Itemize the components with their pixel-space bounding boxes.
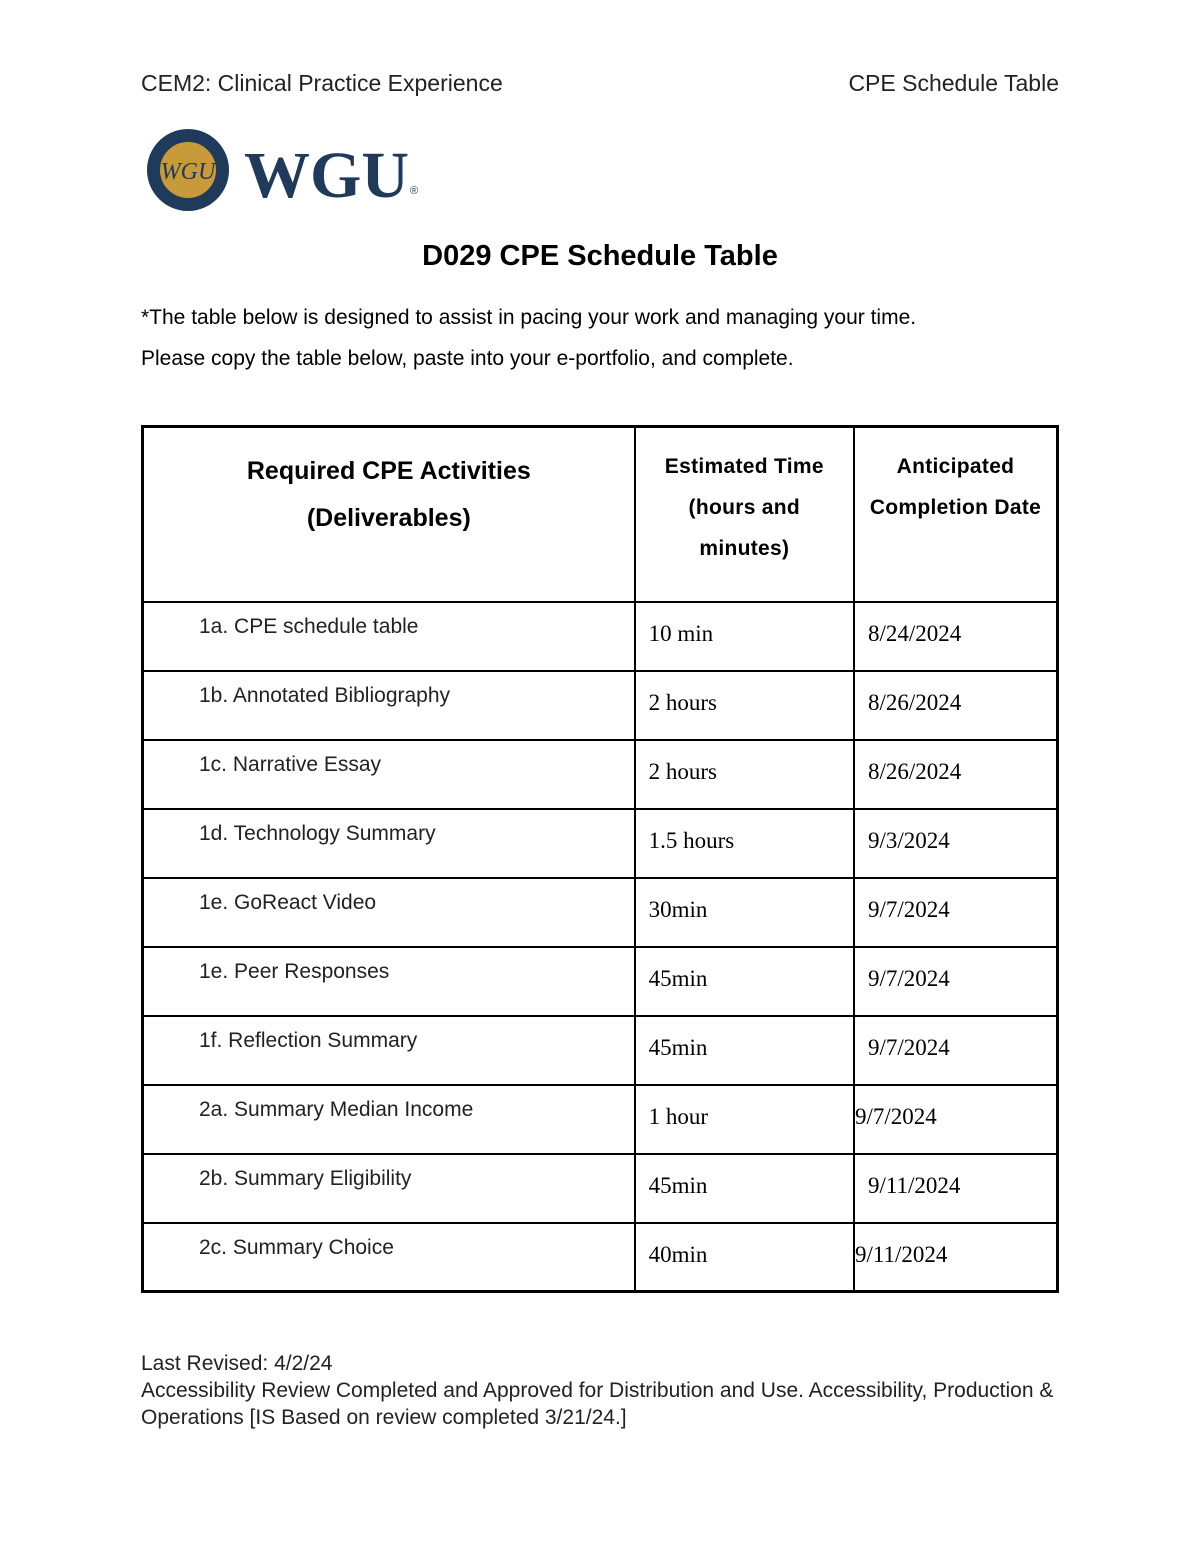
header-time-line1: Estimated Time (664, 455, 824, 478)
header-completion-date (854, 427, 1058, 602)
seal-monogram: WGU (160, 159, 216, 185)
table-row (143, 1085, 1058, 1154)
header-estimated-time (635, 427, 854, 602)
wgu-logo (146, 128, 426, 212)
time-cell: 2 hours (635, 740, 854, 809)
header-course-title: CEM2: Clinical Practice Experience (141, 70, 503, 96)
header-date-line1: Anticipated (896, 455, 1015, 478)
table-row (143, 947, 1058, 1016)
wgu-wordmark: WGU (244, 139, 409, 212)
table-row (143, 1016, 1058, 1085)
activity-cell: 1f. Reflection Summary (143, 1016, 635, 1085)
header-activities-line2: (Deliverables) (306, 504, 471, 532)
activity-cell: 2a. Summary Median Income (143, 1085, 635, 1154)
table-row (143, 740, 1058, 809)
time-cell: 45min (635, 1154, 854, 1223)
table-row (143, 809, 1058, 878)
last-revised: Last Revised: 4/2/24 (141, 1352, 333, 1375)
activity-cell: 1e. Peer Responses (143, 947, 635, 1016)
intro-line-2: Please copy the table below, paste into your e-portfolio, and complete. (141, 347, 794, 370)
time-cell: 10 min (635, 602, 854, 671)
time-cell: 45min (635, 1016, 854, 1085)
date-cell: 9/7/2024 (854, 1085, 1058, 1154)
activity-cell: 1a. CPE schedule table (143, 602, 635, 671)
page-title: D029 CPE Schedule Table (422, 240, 778, 272)
table-row (143, 671, 1058, 740)
date-cell: 9/7/2024 (854, 947, 1058, 1016)
header-activities-line1: Required CPE Activities (246, 457, 531, 485)
wgu-logo-graphic (146, 128, 426, 212)
table-header-row (143, 427, 1058, 602)
time-cell: 40min (635, 1223, 854, 1292)
date-cell: 8/26/2024 (854, 740, 1058, 809)
activity-cell: 1c. Narrative Essay (143, 740, 635, 809)
header-activities (143, 427, 635, 602)
date-cell: 9/11/2024 (854, 1223, 1058, 1292)
time-cell: 45min (635, 947, 854, 1016)
table-row (143, 878, 1058, 947)
header-time-line3: minutes) (699, 537, 790, 560)
date-cell: 9/7/2024 (854, 878, 1058, 947)
header-date-line2: Completion Date (869, 496, 1042, 519)
time-cell: 2 hours (635, 671, 854, 740)
date-cell: 9/11/2024 (854, 1154, 1058, 1223)
time-cell: 30min (635, 878, 854, 947)
activity-cell: 1d. Technology Summary (143, 809, 635, 878)
intro-line-1: *The table below is designed to assist in pacing your work and managing your time. (141, 306, 917, 329)
header-time-line2: (hours and (688, 496, 801, 519)
activity-cell: 2b. Summary Eligibility (143, 1154, 635, 1223)
accessibility-note: Accessibility Review Completed and Approved for Distribution and Use. Accessibility, Production & Operations [IS Based on review completed 3/21/24.] (141, 1379, 1054, 1429)
table-row (143, 602, 1058, 671)
time-cell: 1 hour (635, 1085, 854, 1154)
time-cell: 1.5 hours (635, 809, 854, 878)
activity-cell: 1b. Annotated Bibliography (143, 671, 635, 740)
date-cell: 8/24/2024 (854, 602, 1058, 671)
date-cell: 9/3/2024 (854, 809, 1058, 878)
activity-cell: 1e. GoReact Video (143, 878, 635, 947)
table-row (143, 1223, 1058, 1292)
table-row (143, 1154, 1058, 1223)
date-cell: 8/26/2024 (854, 671, 1058, 740)
cpe-schedule-table (141, 425, 1059, 1293)
date-cell: 9/7/2024 (854, 1016, 1058, 1085)
header-document-title: CPE Schedule Table (848, 70, 1059, 96)
registered-mark: ® (410, 185, 419, 197)
activity-cell: 2c. Summary Choice (143, 1223, 635, 1292)
